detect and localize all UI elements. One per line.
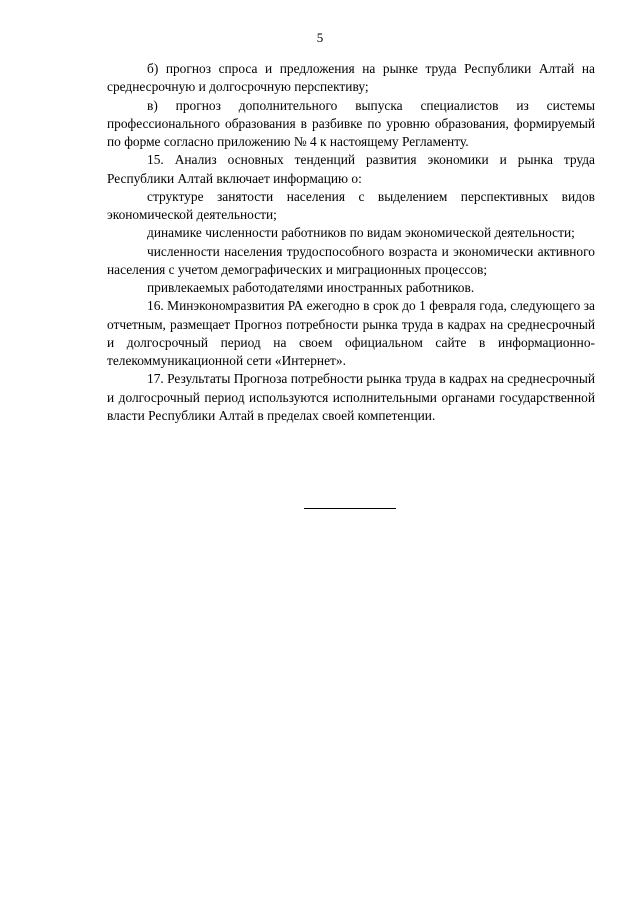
paragraph-employment-structure: структуре занятости населения с выделением перспективных видов экономической деятельности; <box>107 188 595 222</box>
page-number: 5 <box>316 30 324 45</box>
paragraph-17: 17. Результаты Прогноза потребности рынка труда в кадрах на среднесрочный и долгосрочный период используются исполнительными органами государственной власти Республики Алтай в пределах своей компетенции. <box>107 371 595 423</box>
paragraph-population-numbers: численности населения трудоспособного возраста и экономически активного населения с учетом демографических и миграционных процессов; <box>107 243 595 277</box>
paragraph-foreign-workers: привлекаемых работодателями иностранных работников. <box>147 280 475 295</box>
paragraph-16: 16. Минэкономразвития РА ежегодно в срок до 1 февраля года, следующего за отчетным, размещает Прогноз потребности рынка труда в кадрах на среднесрочный и долгосрочный период на своем официальном сайте в информационно-телекоммуникационной сети «Интернет». <box>107 298 595 368</box>
paragraph-item-v: в) прогноз дополнительного выпуска специалистов из системы профессионального образования в разбивке по уровню образования, формируемый по форме согласно приложению № 4 к настоящему Регламенту. <box>107 97 595 149</box>
paragraph-workforce-dynamics: динамике численности работников по видам экономической деятельности; <box>147 225 575 241</box>
paragraph-item-b: б) прогноз спроса и предложения на рынке труда Республики Алтай на среднесрочную и долгосрочную перспективу; <box>107 61 595 95</box>
paragraph-15: 15. Анализ основных тенденций развития экономики и рынка труда Республики Алтай включает информацию о: <box>107 152 595 186</box>
document-body <box>107 60 595 425</box>
end-separator-line <box>304 508 396 509</box>
